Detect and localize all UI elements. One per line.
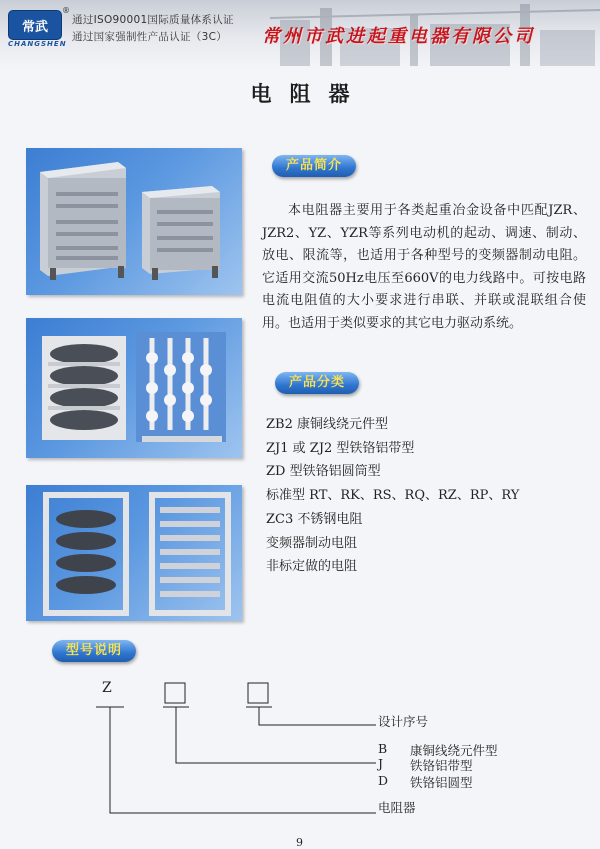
page-title: 电阻器 <box>250 82 368 106</box>
product-category-heading: 产品分类 <box>275 372 359 394</box>
registered-mark: ® <box>62 6 70 15</box>
ccc-certification: 通过国家强制性产品认证（3C） <box>72 31 228 43</box>
option-desc: 铁铬铝圆型 <box>410 775 473 790</box>
option-code: B <box>378 741 388 756</box>
option-code: D <box>378 773 389 788</box>
wire-wound-resistor-photo <box>26 318 242 458</box>
company-logo: 常武 CHANGSHEN <box>8 10 64 50</box>
list-item: 非标定做的电阻 <box>266 559 358 575</box>
list-item: ZD 型铁铬铝圆筒型 <box>266 464 381 480</box>
design-serial-label: 设计序号 <box>378 714 429 729</box>
product-intro-text: 本电阻器主要用于各类起重冶金设备中匹配JZR、JZR2、YZ、YZR等系列电动机的起动、调速、制动、放电、限流等，也适用于各种型号的变频器制动电阻。它适用交流50Hz电压至660V的电力线路中。可按电路电流电阻值的大小要求进行串联、并联或混联组合使用。也适用于类似要求的其它电力驱动系统。 <box>262 203 586 331</box>
list-item: ZJ1 或 ZJ2 型铁铬铝带型 <box>266 440 415 456</box>
product-intro-heading: 产品简介 <box>272 155 356 177</box>
option-code: J <box>378 756 384 771</box>
resistor-cabinet-photo <box>26 148 242 295</box>
product-category-list <box>266 413 519 579</box>
model-code-lines <box>0 670 600 845</box>
list-item: 变频器制动电阻 <box>266 535 358 551</box>
page-header <box>0 0 600 70</box>
model-prefix: Z <box>102 680 112 696</box>
resistor-label: 电阻器 <box>378 800 416 815</box>
company-name: 常州市武进起重电器有限公司 <box>262 26 535 47</box>
list-item: ZB2 康铜线绕元件型 <box>266 417 388 432</box>
model-description-heading: 型号说明 <box>52 640 136 662</box>
model-code-diagram <box>0 670 600 845</box>
page-number: 9 <box>296 836 303 849</box>
framed-resistor-bank-photo <box>26 485 242 621</box>
list-item: 标准型 RT、RK、RS、RQ、RZ、RP、RY <box>266 488 520 504</box>
option-desc: 铁铬铝带型 <box>410 758 473 773</box>
iso-certification: 通过ISO90001国际质量体系认证 <box>72 14 234 26</box>
list-item: ZC3 不锈钢电阻 <box>266 511 363 527</box>
option-desc: 康铜线绕元件型 <box>410 743 498 758</box>
